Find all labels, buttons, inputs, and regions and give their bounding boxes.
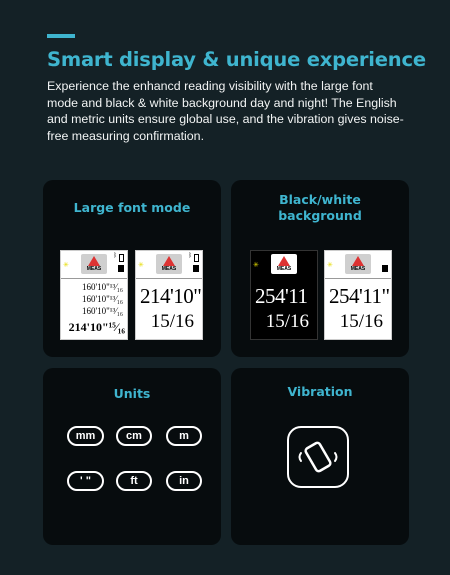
battery-icon [194, 254, 199, 262]
laser-icon: ✳ [138, 262, 144, 269]
bluetooth-icon: ᛒ [113, 253, 117, 259]
meas-badge [345, 254, 371, 274]
unit-ft: ft [116, 471, 152, 491]
divider [136, 278, 202, 279]
big-reading: 254'11" [329, 284, 390, 308]
vibrating-phone-icon [289, 428, 347, 486]
large-font-screen-multi [60, 250, 128, 340]
reading-line-1: 160'10"¹³⁄₁₆ [82, 282, 123, 292]
meas-badge [156, 254, 182, 274]
reading-line-3: 160'10"¹³⁄₁₆ [82, 306, 123, 316]
meas-label: MEAS [276, 266, 292, 272]
status-bar [251, 251, 317, 278]
accent-bar [47, 34, 75, 38]
black-screen [250, 250, 318, 340]
reading-line-2: 160'10"¹³⁄₁₆ [82, 294, 123, 304]
unit-cm: cm [116, 426, 152, 446]
vibration-icon-frame [287, 426, 349, 488]
meas-badge [81, 254, 107, 274]
bw-title-line1: Black/white [279, 192, 361, 207]
large-font-screen-big [135, 250, 203, 340]
warning-icon [163, 256, 175, 266]
units-card [43, 368, 221, 545]
divider [325, 278, 391, 279]
unit-in: in [166, 471, 202, 491]
meas-label: MEAS [86, 266, 102, 272]
large-font-title: Large font mode [73, 200, 191, 215]
laser-icon: ✳ [327, 262, 333, 269]
page-description: Experience the enhancd reading visibility with the large font mode and black & white background day and night! The English and metric units ensure global use, and the vibration gives noise-free measuring confirmation. [47, 79, 404, 143]
vibration-title: Vibration [287, 384, 353, 399]
meas-label: MEAS [161, 266, 177, 272]
warning-icon [352, 256, 364, 266]
white-screen [324, 250, 392, 340]
meas-label: MEAS [350, 266, 366, 272]
reading-main: 214'10"¹⁵⁄₁₆ [68, 320, 125, 334]
unit-mm: mm [67, 426, 104, 446]
big-reading: 254'11 [255, 284, 308, 308]
big-reading: 214'10" [140, 284, 202, 308]
warning-icon [88, 256, 100, 266]
big-fraction: 15/16 [339, 311, 383, 332]
page-title: Smart display & unique experience [47, 48, 426, 71]
laser-icon: ✳ [63, 262, 69, 269]
vibration-card [231, 368, 409, 545]
laser-icon: ✳ [253, 262, 259, 269]
divider [61, 278, 127, 279]
device-icon [382, 265, 388, 272]
device-icon [118, 265, 124, 272]
bluetooth-icon: ᛒ [188, 253, 192, 259]
status-bar [136, 251, 202, 278]
big-fraction: 15/16 [265, 311, 309, 332]
battery-icon [119, 254, 124, 262]
large-font-card [43, 180, 221, 357]
unit-feet-inches: ' " [67, 471, 104, 491]
meas-badge [271, 254, 297, 274]
status-bar [325, 251, 391, 278]
device-icon [193, 265, 199, 272]
bw-background-card [231, 180, 409, 357]
status-bar [61, 251, 127, 278]
warning-icon [278, 256, 290, 266]
bw-title-line2: background [278, 208, 362, 223]
big-fraction: 15/16 [150, 311, 194, 332]
units-title: Units [113, 386, 151, 401]
unit-m: m [166, 426, 202, 446]
